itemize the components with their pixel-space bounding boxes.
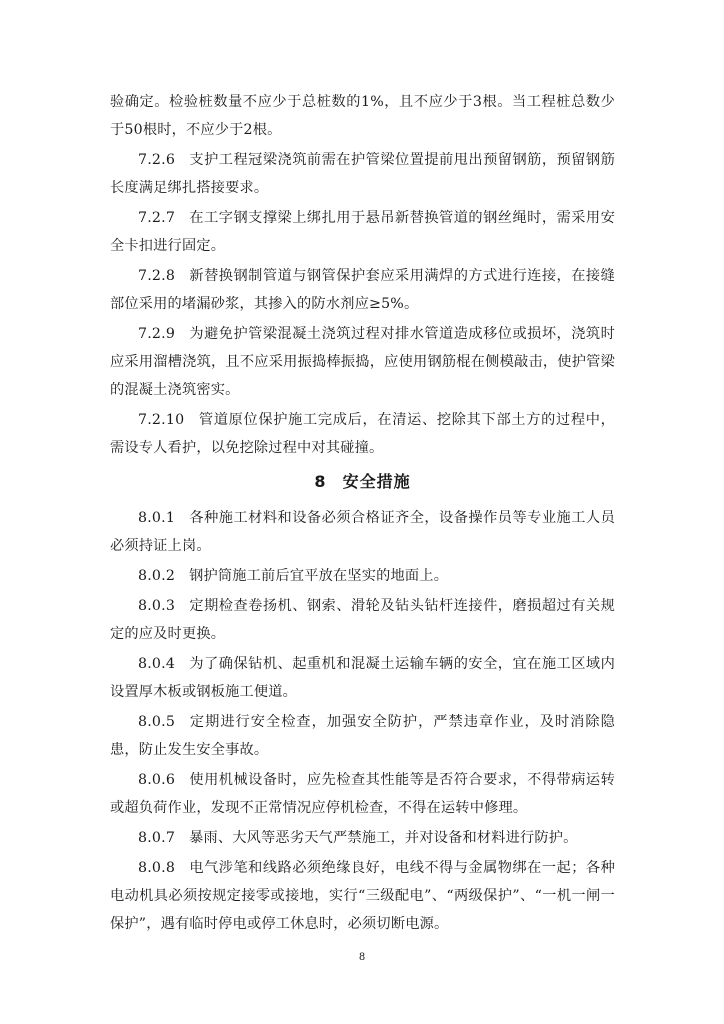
clause-number: 7.2.6: [138, 152, 176, 168]
clause-number: 8.0.4: [138, 656, 176, 672]
clause-number: 7.2.9: [138, 326, 176, 342]
clause-text: 支护工程冠梁浇筑前需在护管梁位置提前甩出预留钢筋，预留钢筋长度满足绑扎搭接要求。: [110, 152, 615, 196]
clause-text: 定期检查卷扬机、钢索、滑轮及钻头钻杆连接件，磨损超过有关规定的应及时更换。: [110, 598, 615, 642]
clause-number: 7.2.8: [138, 268, 176, 284]
clause-text: 使用机械设备时，应先检查其性能等是否符合要求，不得带病运转或超负荷作业，发现不正常情况应停机检查，不得在运转中修理。: [110, 772, 615, 816]
clause-number: 8.0.1: [138, 510, 176, 526]
clause-number: 8.0.2: [138, 568, 176, 584]
clause-8-0-7: [110, 824, 615, 852]
clause-number: 8.0.3: [138, 598, 176, 614]
clause-7-2-7: [110, 204, 615, 260]
clause-7-2-8: [110, 262, 615, 318]
clause-7-2-10: [110, 406, 615, 462]
clause-7-2-9: [110, 320, 615, 404]
clause-8-0-1: [110, 504, 615, 560]
section-heading: [110, 468, 615, 496]
document-page: [110, 88, 615, 940]
clause-number: 8.0.5: [138, 714, 176, 730]
clause-text: 各种施工材料和设备必须合格证齐全，设备操作员等专业施工人员必须持证上岗。: [110, 510, 615, 554]
clause-text: 定期进行安全检查，加强安全防护，严禁违章作业，及时消除隐患，防止发生安全事故。: [110, 714, 615, 758]
page-number: 8: [358, 952, 366, 963]
clause-8-0-3: [110, 592, 615, 648]
section-number: 8: [314, 472, 327, 491]
clause-8-0-5: [110, 708, 615, 764]
clause-text: 钢护筒施工前后宜平放在坚实的地面上。: [189, 568, 449, 584]
clause-number: 7.2.10: [138, 412, 185, 428]
clause-text: 为了确保钻机、起重机和混凝土运输车辆的安全，宜在施工区域内设置厚木板或钢板施工便道。: [110, 656, 615, 700]
clause-number: 8.0.8: [138, 860, 176, 876]
clause-text: 为避免护管梁混凝土浇筑过程对排水管道造成移位或损坏，浇筑时应采用溜槽浇筑，且不应采用振捣棒振捣，应使用钢筋棍在侧模敲击，使护管梁的混凝土浇筑密实。: [110, 326, 615, 398]
clause-7-2-6: [110, 146, 615, 202]
clause-text: 电气涉笔和线路必须绝缘良好，电线不得与金属物绑在一起；各种电动机具必须按规定接零或接地，实行“三级配电”、“两级保护”、“一机一闸一保护”，遇有临时停电或停工休息时，必须切断电源。: [110, 860, 615, 932]
clause-8-0-4: [110, 650, 615, 706]
clause-text: 管道原位保护施工完成后，在清运、挖除其下部土方的过程中，需设专人看护，以免挖除过程中对其碰撞。: [110, 412, 615, 456]
clause-8-0-8: [110, 854, 615, 938]
section-title-text: 安全措施: [342, 472, 411, 491]
clause-number: 8.0.7: [138, 830, 176, 846]
clause-number: 8.0.6: [138, 772, 176, 788]
intro-paragraph: 验确定。检验桩数量不应少于总桩数的1%，且不应少于3根。当工程桩总数少于50根时，不应少于2根。: [110, 94, 615, 138]
clause-8-0-6: [110, 766, 615, 822]
clause-text: 新替换钢制管道与钢管保护套应采用满焊的方式进行连接，在接缝部位采用的堵漏砂浆，其掺入的防水剂应≥5%。: [110, 268, 615, 312]
clause-text: 在工字钢支撑梁上绑扎用于悬吊新替换管道的钢丝绳时，需采用安全卡扣进行固定。: [110, 210, 615, 254]
clause-number: 7.2.7: [138, 210, 176, 226]
clause-text: 暴雨、大风等恶劣天气严禁施工，并对设备和材料进行防护。: [189, 830, 578, 846]
clause-8-0-2: [110, 562, 615, 590]
